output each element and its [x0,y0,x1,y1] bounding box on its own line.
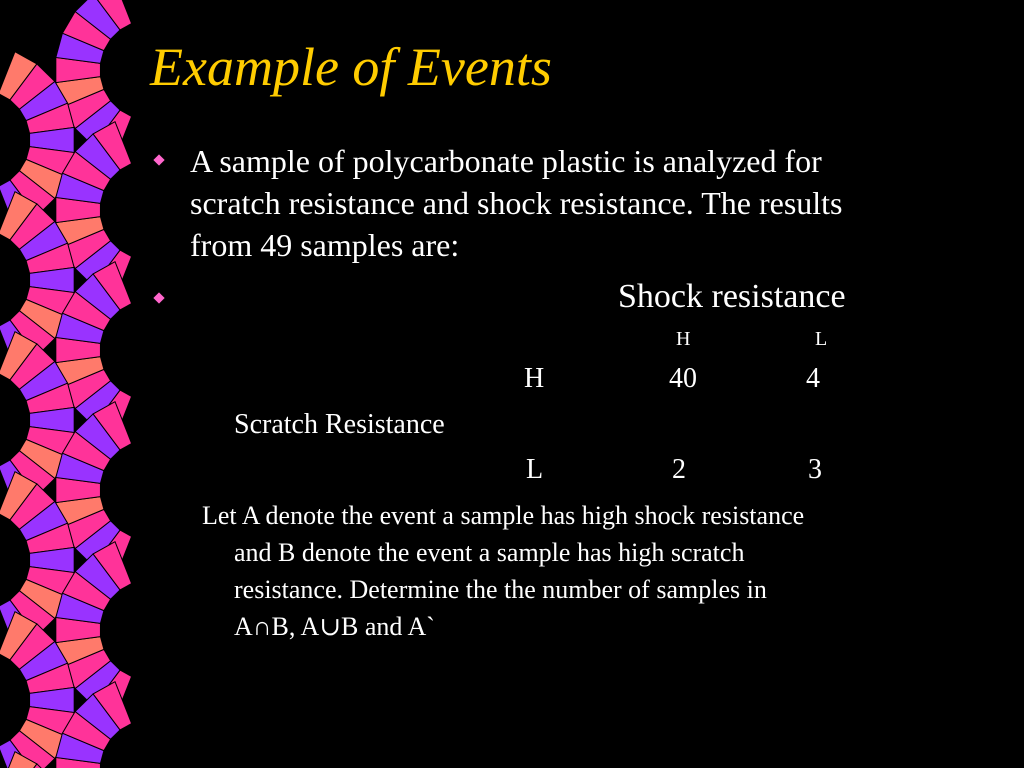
question-text [202,497,804,645]
question-line-3: resistance. Determine the the number of samples in [234,575,767,604]
table-column-header-l: L [815,328,828,350]
table-row-label-l: L [526,454,544,485]
table-cell-l-l: 3 [808,454,822,485]
bullet-1-line-1: A sample of polycarbonate plastic is analyzed for [190,143,822,179]
table-cell-h-h: 40 [669,363,697,394]
table-row-label-h: H [524,363,545,394]
question-line-2: and B denote the event a sample has high scratch [234,538,745,567]
bullet-diamond-icon [153,292,164,303]
bullet-1-text [190,140,843,266]
bullet-diamond-icon [153,154,164,165]
question-line-1: Let A denote the event a sample has high shock resistance [202,501,805,530]
decorative-ribbon-border [0,0,140,768]
bullet-1-line-3: from 49 samples are: [190,227,460,263]
table-column-title: Shock resistance [618,278,846,315]
bullet-1-line-2: scratch resistance and shock resistance. The results [190,185,843,221]
slide-title: Example of Events [150,37,552,97]
table-column-header-h: H [676,328,691,350]
table-row-title: Scratch Resistance [234,409,445,440]
table-cell-h-l: 4 [806,363,820,394]
question-line-4: A∩B, A∪B and A` [234,612,435,641]
table-cell-l-h: 2 [672,454,686,485]
